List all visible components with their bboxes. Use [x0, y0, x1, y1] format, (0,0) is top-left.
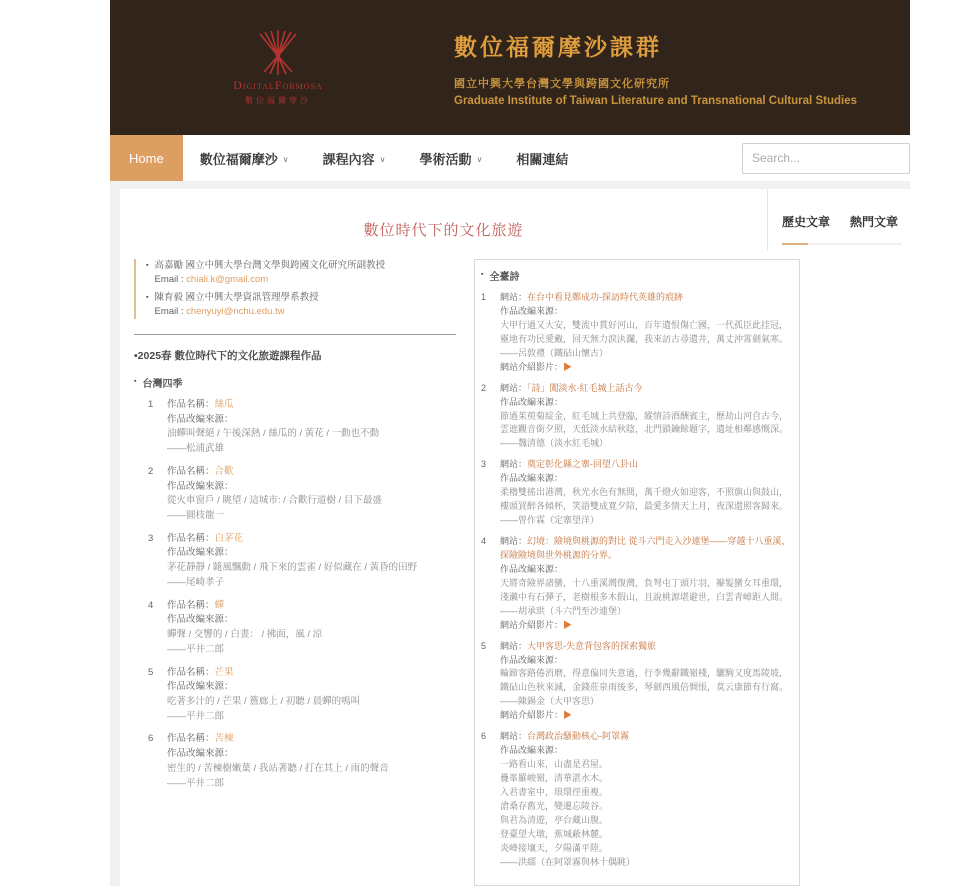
item-number: 3 [148, 532, 154, 544]
instructor-item [146, 259, 464, 288]
email-label: Email : [154, 274, 184, 286]
tab-history-articles[interactable]: 歷史文章 [782, 215, 831, 229]
header-text [454, 29, 857, 107]
play-icon[interactable]: ▶ [563, 710, 573, 721]
moth-logo-icon [250, 30, 306, 76]
right-list-heading [481, 268, 791, 283]
site-work-item [481, 291, 791, 375]
bullet-icon: ▪ [134, 378, 137, 385]
left-list-heading [134, 375, 464, 390]
poem-line: 吃著多汁的 / 芒果 / 簷廊上 / 初聽 / 晨蟬的鳴叫 [167, 695, 361, 707]
search-area [742, 135, 910, 181]
work-title-link[interactable]: 蟬 [214, 599, 225, 611]
item-number: 1 [148, 399, 154, 410]
item-number: 6 [481, 731, 487, 742]
nav-item-digital-formosa[interactable] [183, 135, 306, 181]
poem-line: 樓頭買醉各傾杯，笑語雙成寬夕陪，最愛多情天上月，夜深還照客歸來。 [500, 501, 789, 512]
article-columns [120, 251, 910, 886]
right-list-heading-label: 全臺詩 [489, 272, 520, 283]
item-number: 6 [148, 733, 154, 745]
play-icon[interactable]: ▶ [563, 361, 573, 372]
content-top [120, 189, 910, 251]
site-work-item [481, 730, 791, 869]
source-label: 作品改編來源： [500, 305, 564, 316]
poem-line: 炎峰接壤天，夕陽滿平陸。 [500, 842, 609, 853]
source-label: 作品改編來源： [167, 547, 234, 559]
work-item [148, 599, 464, 658]
nav-label: 課程內容 [322, 151, 375, 167]
site-title-link[interactable]: 大甲客思-失意背包客的探索獨旅 [527, 640, 657, 651]
article-head [120, 189, 768, 251]
author-line: ——圓枝龍一 [167, 510, 225, 522]
site-title-link[interactable]: 台灣政治騷動核心-阿罩霧 [527, 731, 630, 742]
source-label: 作品改編來源： [500, 396, 564, 407]
poem-line: 密生的 / 苦楝樹嫩葉 / 我站著聽 / 打在其上 / 雨的聲音 [167, 762, 389, 774]
instructor-name: 陳育毅 國立中興大學資訊管理學系教授 [154, 291, 319, 303]
name-label: 作品名稱： [167, 666, 215, 678]
nav-item-course-content[interactable] [306, 135, 403, 181]
site-work-item [481, 382, 791, 452]
source-label: 作品改編來源： [167, 748, 234, 760]
item-number: 5 [148, 666, 154, 678]
site-title-link[interactable]: 奠定彰化縣之寨-回望八卦山 [527, 459, 639, 470]
poem-line: 入君書室中，琅環徑重複。 [500, 786, 609, 797]
item-number: 5 [481, 640, 487, 651]
site-work-item [481, 535, 791, 633]
sidebar-tabs [782, 213, 902, 230]
nav-item-related-links[interactable] [499, 135, 585, 181]
poem-line: 與君為清遊，亭台藏山腹。 [500, 814, 609, 825]
author-line: ——松浦武雄 [167, 443, 225, 455]
poem-line: 輪蹄客路倦消磨，得意偏同失意過，行李幾辭鐵嶺棧，驪駒又度馬陵坡， [500, 668, 789, 679]
source-label: 作品改編來源： [167, 480, 234, 492]
poem-line: 疊峯羅峻嶺，清華湛水木。 [500, 773, 609, 783]
video-label: 網站介紹影片： [500, 361, 564, 372]
divider [134, 334, 456, 335]
author-line: ——胡承珙（斗六門至沙連堡） [500, 605, 627, 616]
poem-line: 雲遮觀音銜夕照，天低淡水結秋陰，北門鎖鑰餘題字，遺址相鄰感慨深。 [500, 424, 789, 435]
site-title-link[interactable]: 「詩」闖淡水·紅毛城上話古今 [527, 382, 643, 393]
poem-line: 鐵砧山色秋來減，金錢莊泉雨後多，琴劍西風倍惆悵，莫云康節有行窩。 [500, 682, 789, 693]
column-quan-tai-shi [474, 259, 800, 886]
site-work-item [481, 458, 791, 528]
digital-formosa-logo [198, 30, 358, 106]
work-title-link[interactable]: 苦楝 [214, 733, 234, 745]
chevron-down-icon: ∨ [379, 154, 386, 164]
name-label: 作品名稱： [167, 465, 215, 477]
author-line: ——曾作霖（定寨望洋） [500, 515, 600, 526]
site-label: 網站： [500, 536, 528, 546]
bullet-icon: ▪ [481, 271, 484, 278]
poem-line: 從火車窗戶 / 眺望 / 這城市: / 合歡行道樹 / 目下最盛 [167, 495, 382, 507]
search-input[interactable] [742, 143, 910, 174]
author-line: ——平井二郎 [167, 777, 225, 789]
source-label: 作品改編來源： [167, 614, 234, 626]
poem-line: 茅花靜靜 / 隨風飄動 / 飛下來的雲雀 / 好似藏在 / 黃昏的田野 [167, 562, 418, 574]
poem-line: 靈地有功民愛戴，回天無力淚汍瀾，我來訪古尋遺井，萬丈沖霄劍氣寒。 [500, 333, 789, 344]
source-label: 作品改編來源： [500, 563, 564, 574]
name-label: 作品名稱： [167, 733, 215, 745]
source-label: 作品改編來源： [500, 654, 564, 665]
work-title-link[interactable]: 絲瓜 [214, 399, 234, 410]
item-number: 4 [481, 536, 487, 546]
item-number: 2 [148, 465, 154, 477]
site-label: 網站： [500, 640, 528, 651]
author-line: ——平井二郎 [167, 710, 225, 722]
item-number: 4 [148, 599, 154, 611]
nav-label: 數位福爾摩沙 [199, 151, 278, 167]
item-number: 1 [481, 292, 487, 302]
author-line: ——尾崎孝子 [167, 576, 225, 588]
work-title-link[interactable]: 芒果 [214, 666, 234, 678]
chevron-down-icon: ∨ [476, 154, 483, 164]
instructor-item [146, 291, 464, 320]
item-number: 2 [481, 382, 487, 393]
left-list-heading-label: 台灣四季 [142, 379, 183, 390]
name-label: 作品名稱： [167, 532, 215, 544]
site-label: 網站： [500, 459, 528, 470]
poem-line: 登臺望大墩，蕉城蔽林麓。 [500, 828, 609, 839]
play-icon[interactable]: ▶ [563, 619, 573, 630]
email-link[interactable]: chenyuyi@nchu.edu.tw [186, 305, 285, 317]
instructor-name: 高嘉勵 國立中興大學台灣文學與跨國文化研究所副教授 [154, 260, 386, 271]
poem-line: 大甲行過又大安，雙流中貫好河山，百年遺恨傷亡國，一代孤臣此挂冠， [500, 319, 789, 330]
nav-label: 相關連結 [516, 151, 569, 167]
poem-line: 滄桑存舊光，變遷忘陵谷。 [500, 800, 609, 811]
name-label: 作品名稱： [167, 399, 215, 410]
source-label: 作品改編來源： [167, 681, 234, 693]
work-item [148, 732, 464, 791]
site-title-link[interactable]: 在台中看見鄭成功-探訪時代英雄的痕跡 [527, 292, 684, 302]
nav-label: 學術活動 [419, 151, 472, 167]
video-label: 網站介紹影片： [500, 710, 564, 721]
poem-line: 節過茱萸菊綻金，紅毛城上共登臨，縱情詩酒酬賓主，歷劫山河自古今， [500, 410, 789, 421]
bullet-icon: ▪ [146, 262, 149, 269]
tab-divider [782, 243, 902, 245]
nav-item-academic-activities[interactable] [402, 135, 499, 181]
work-title-link[interactable]: 白茅花 [214, 532, 244, 544]
work-item [148, 398, 464, 457]
author-line: ——平井二郎 [167, 643, 225, 655]
content-card [120, 189, 910, 886]
work-item [148, 666, 464, 725]
poem-line: 一路看山來，山盡是君屋。 [500, 759, 609, 770]
nav-item-home[interactable]: Home [110, 135, 183, 181]
site-subtitle-en: Graduate Institute of Taiwan Literature and Transnational Cultural Studies [454, 94, 857, 107]
page-title: 數位時代下的文化旅遊 [363, 222, 524, 239]
work-item [148, 532, 464, 591]
site-title: 數位福爾摩沙課群 [454, 33, 662, 60]
work-title-link[interactable]: 合歡 [214, 465, 234, 477]
bullet-icon: ▪ [146, 293, 149, 301]
site-label: 網站： [500, 292, 528, 302]
site-title-link[interactable]: 幻境：險境與桃源的對比 從斗六門走入沙連堡——穿越十八重溪，探險險境與世外桃源的分界。 [500, 536, 791, 560]
main-nav [110, 135, 910, 181]
poem-line: 淺瀨中有石彈子，老樹根多木假山，且說桃源堪避世，白雲青嶂距人間。 [500, 591, 789, 602]
logo-name-zh: 數位福爾摩沙 [245, 95, 311, 105]
sidebar [768, 189, 910, 251]
content-wrap [110, 181, 910, 886]
work-item [148, 465, 464, 524]
email-link[interactable]: chiali.k@gmail.com [186, 274, 269, 286]
tab-active-indicator [782, 243, 808, 245]
source-label: 作品改編來源： [500, 473, 564, 484]
name-label: 作品名稱： [167, 599, 215, 611]
tab-popular-articles[interactable]: 熱門文章 [850, 215, 899, 229]
poem-line: 柔櫓雙搖出港灣，秋光水色有無間，萬千燈火如迎客，不照旗山與鼓山， [500, 487, 789, 498]
source-label: 作品改編來源： [500, 745, 564, 756]
author-line: ——陳錫金（大甲客思） [500, 696, 600, 707]
poem-line: 油蟬叫聲絕 / 午後深熱 / 絲瓜的 / 黃花 / 一動也不動 [167, 428, 380, 440]
chevron-down-icon: ∨ [282, 154, 289, 164]
logo-name-en: DigitalFormosa [233, 77, 323, 92]
item-number: 3 [481, 459, 487, 470]
video-label: 網站介紹影片： [500, 619, 564, 630]
page [110, 0, 910, 886]
site-work-item [481, 640, 791, 724]
poem-line: 天將奇險界諸蠻，十八重溪灣復灣，負弩屯丁頭片羽，辮髮蠻女耳重環， [500, 577, 789, 588]
site-subtitle-zh: 國立中興大學台灣文學與跨國文化研究所 [454, 77, 670, 90]
site-label: 網站： [500, 731, 528, 742]
section-title: •2025春 數位時代下的文化旅遊課程作品 [134, 350, 322, 362]
author-line: ——洪繻（在阿罩霧與林十偶眺） [500, 856, 636, 867]
poem-line: 蟬聲 / 交響的 / 白晝： / 拂面，風 / 涼 [167, 629, 323, 641]
column-taiwan-seasons [134, 259, 464, 886]
site-header [110, 0, 910, 135]
site-label: 網站： [500, 382, 528, 393]
source-label: 作品改編來源： [167, 413, 234, 425]
email-label: Email : [154, 305, 184, 317]
instructor-list [134, 259, 464, 319]
author-line: ——呂敦禮（鐵砧山懷古） [500, 347, 609, 358]
author-line: ——魏清德（淡水紅毛城） [500, 438, 609, 449]
